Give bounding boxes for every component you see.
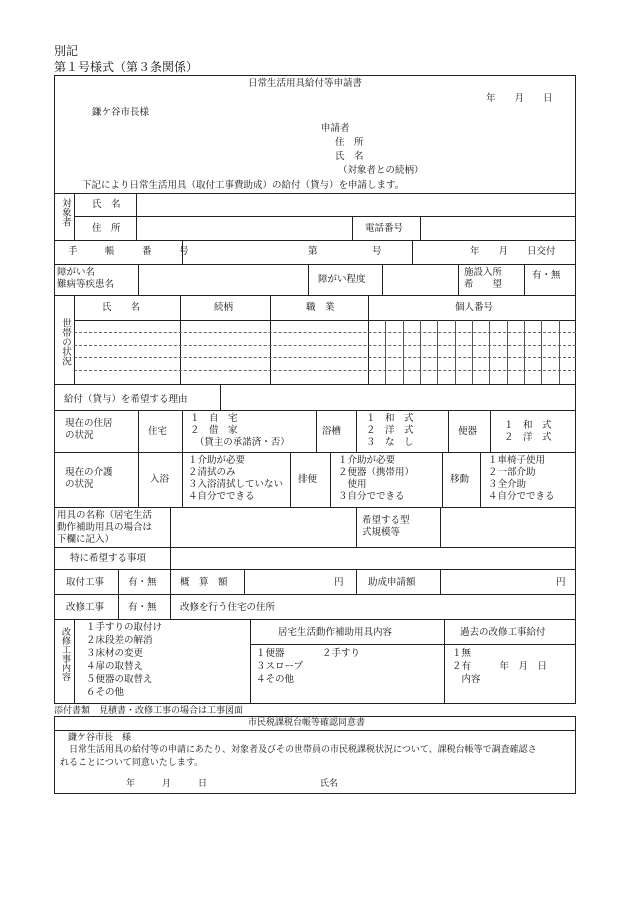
digit-divider [524, 320, 525, 384]
applicant-name-label: 氏 名 [335, 151, 364, 162]
disability-name-label: 障がい名 難病等疾患名 [57, 267, 115, 290]
request-text: 下記により日常生活用具（取付工事費助成）の給付（貸与）を申請します。 [82, 180, 405, 191]
move-label: 移動 [450, 474, 470, 485]
move-options: １車椅子使用 ２一部介助 ３全介助 ４自分でできる [488, 455, 555, 502]
facility-label: 施設入所 希 望 [464, 267, 503, 290]
digit-divider [420, 320, 421, 384]
handbook-dai: 第 [308, 246, 318, 257]
applicant-address-label: 住 所 [335, 137, 364, 148]
disability-degree-label: 障がい程度 [318, 274, 366, 285]
subject-side-label: 対象者 [59, 198, 71, 227]
subsidy-label: 助成申請額 [368, 577, 416, 588]
household-header-personal-number: 個人番号 [455, 302, 494, 313]
past-renovation-header: 過去の改修工事給付 [460, 627, 546, 638]
consent-title: 市民税課税台帳等確認同意書 [248, 718, 366, 728]
excretion-options: １介助が必要 ２便器（携帯用） 使用 ３自分でできる [338, 455, 415, 502]
model-label: 希望する型 式規模等 [362, 515, 410, 538]
consent-addressee: 鎌ケ谷市長 様 [68, 733, 132, 743]
toilet-options: １ 和 式 ２ 洋 式 [504, 420, 552, 443]
household-header-name: 氏 名 [102, 302, 141, 313]
digit-divider [437, 320, 438, 384]
digit-divider [489, 320, 490, 384]
handbook-issue-date: 年 月 日交付 [470, 246, 556, 257]
consent-date: 年 月 日 [126, 779, 208, 789]
past-renovation-items: １無 ２有 年 月 日 内容 [452, 648, 548, 685]
digit-divider [472, 320, 473, 384]
digit-divider [385, 320, 386, 384]
aid-content-header: 居宅生活動作補助用具内容 [278, 627, 393, 638]
bath-label: 浴槽 [322, 426, 342, 437]
digit-divider [507, 320, 508, 384]
install-work-value: 有・無 [128, 577, 157, 588]
aid-items-left: １便器 ３スロープ ４その他 [256, 648, 304, 685]
care-bath-options: １介助が必要 ２清拭のみ ３入浴清拭していない ４自分でできる [188, 455, 284, 502]
form-number: 第１号様式（第３条関係） [54, 60, 199, 74]
subsidy-yen: 円 [556, 577, 566, 588]
equipment-name-label: 用具の名称（居宅生活 動作補助用具の場合は 下欄に記入） [57, 510, 153, 545]
facility-value: 有・無 [532, 270, 561, 281]
excretion-label: 排便 [298, 474, 318, 485]
special-requests-label: 特に希望する事項 [70, 553, 147, 564]
attachments-note: 添付書類 見積書・改修工事の場合は工事図面 [54, 706, 244, 716]
residence-label: 現在の住居 の状況 [65, 418, 113, 441]
digit-divider [541, 320, 542, 384]
digit-divider [559, 320, 560, 384]
consent-body: 日常生活用具の給付等の申請にあたり、対象者及びその世帯員の市民税課税状況について、課税台帳等で調査確認さ れることについて同意いたします。 [60, 745, 537, 768]
renovation-work-value: 有・無 [128, 602, 157, 613]
toilet-label: 便器 [458, 426, 478, 437]
subject-address-label: 住 所 [92, 223, 121, 234]
handbook-number-label: 手 帳 番 号 [68, 246, 198, 257]
addressee: 鎌ケ谷市長様 [92, 107, 150, 118]
digit-divider [455, 320, 456, 384]
renovation-work-label: 改修工事 [66, 602, 105, 613]
handbook-go: 号 [372, 246, 382, 257]
form-title: 日常生活用具給付等申請書 [248, 78, 363, 89]
subject-name-label: 氏 名 [92, 199, 121, 210]
estimate-yen: 円 [334, 577, 344, 588]
bath-options: １ 和 式 ２ 洋 式 ３ な し [366, 413, 414, 448]
household-header-occupation: 職 業 [306, 302, 335, 313]
applicant-label: 申請者 [321, 123, 350, 134]
aid-items-right: ２手すり [322, 648, 361, 659]
reason-label: 給付（貸与）を希望する理由 [64, 394, 188, 405]
care-label: 現在の介護 の状況 [65, 467, 113, 490]
appendix-label: 別記 [54, 44, 79, 58]
household-header-relation: 続柄 [214, 302, 234, 313]
housing-options: １ 自 宅 ２ 借 家 （貸主の承諾済・否） [190, 413, 290, 448]
household-side-label: 世帯の状況 [59, 318, 71, 366]
estimate-label: 概 算 額 [180, 577, 228, 588]
renovation-content-side-label: 改修工事内容 [60, 627, 70, 681]
phone-label: 電話番号 [365, 223, 404, 234]
consent-name-label: 氏名 [320, 779, 339, 789]
renovation-items: １手すりの取付け ２床段差の解消 ３床材の変更 ４扉の取替え ５便器の取替え ６その他 [86, 622, 163, 698]
digit-divider [403, 320, 404, 384]
housing-label: 住宅 [148, 426, 168, 437]
application-date: 年 月 日 [486, 93, 553, 104]
renovation-address-label: 改修を行う住宅の住所 [180, 602, 276, 613]
care-bath-label: 入浴 [150, 474, 170, 485]
relation-label: （対象者との続柄） [338, 165, 424, 176]
install-work-label: 取付工事 [66, 577, 105, 588]
